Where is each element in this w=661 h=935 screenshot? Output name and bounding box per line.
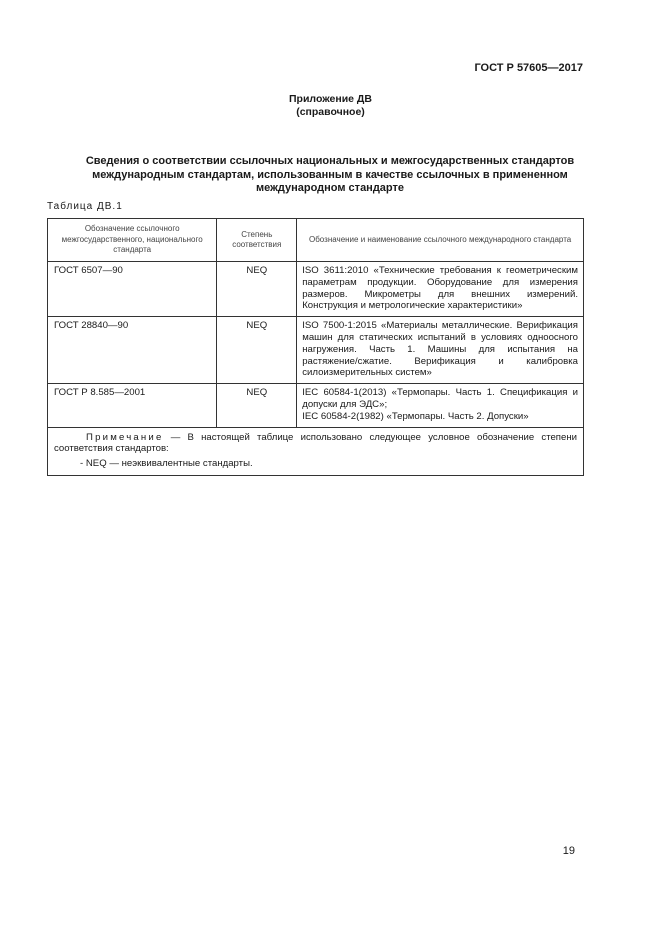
note-text: — В настоящей таблице использовано следующее условное обозначение степени соответствия стандартов: [54, 431, 577, 455]
annex-heading [0, 93, 661, 119]
section-title: Сведения о соответствии ссылочных национальных и межгосударственных стандартов международным стандартам, использованным в качестве ссылочных в примененном международном стандарте [85, 155, 575, 194]
table-header-row [48, 219, 584, 262]
table-row [48, 317, 584, 384]
table-note-row [48, 427, 584, 475]
note-text-line [54, 432, 577, 456]
standards-table [47, 218, 584, 476]
document-id: ГОСТ Р 57605—2017 [474, 62, 583, 74]
table-note [48, 427, 584, 475]
annex-title: Приложение ДВ [289, 93, 372, 105]
degree-cell: NEQ [217, 317, 297, 384]
national-standard-cell: ГОСТ 28840—90 [48, 317, 217, 384]
page-number: 19 [562, 845, 575, 857]
national-standard-cell: ГОСТ Р 8.585—2001 [48, 384, 217, 427]
note-item: - NEQ — неэквивалентные стандарты. [80, 458, 253, 470]
degree-cell: NEQ [217, 384, 297, 427]
header-degree: Степень соответствия [217, 219, 297, 262]
table-row [48, 384, 584, 427]
annex-subtitle: (справочное) [296, 106, 365, 118]
international-standard-cell [297, 317, 584, 384]
header-national-standard: Обозначение ссылочного межгосударственного, национального стандарта [48, 219, 217, 262]
international-standard-cell [297, 384, 584, 427]
table-caption: Таблица ДВ.1 [47, 201, 123, 212]
international-standard-text: ISO 7500-1:2015 «Материалы металлические. Верификация машин для статических испытаний в условиях одноосного нагружения. Часть 1. Машины для испытания на растяжение/сжатие. Верификация и калибровка силоизмерительных систем» [302, 320, 578, 379]
table-row [48, 262, 584, 317]
national-standard-cell: ГОСТ 6507—90 [48, 262, 217, 317]
international-standard-text: IEC 60584-2(1982) «Термопары. Часть 2. Допуски» [302, 410, 529, 422]
international-standard-text: IEC 60584-1(2013) «Термопары. Часть 1. Спецификация и допуски для ЭДС»; [302, 387, 578, 410]
international-standard-cell [297, 262, 584, 317]
note-label: Примечание [86, 431, 164, 443]
international-standard-text: ISO 3611:2010 «Технические требования к геометрическим параметрам продукции. Оборудование для измерения размеров. Микрометры для внешних измерений. Конструкция и метрологические характеристики» [302, 265, 578, 312]
degree-cell: NEQ [217, 262, 297, 317]
header-international-standard: Обозначение и наименование ссылочного международного стандарта [297, 219, 584, 262]
